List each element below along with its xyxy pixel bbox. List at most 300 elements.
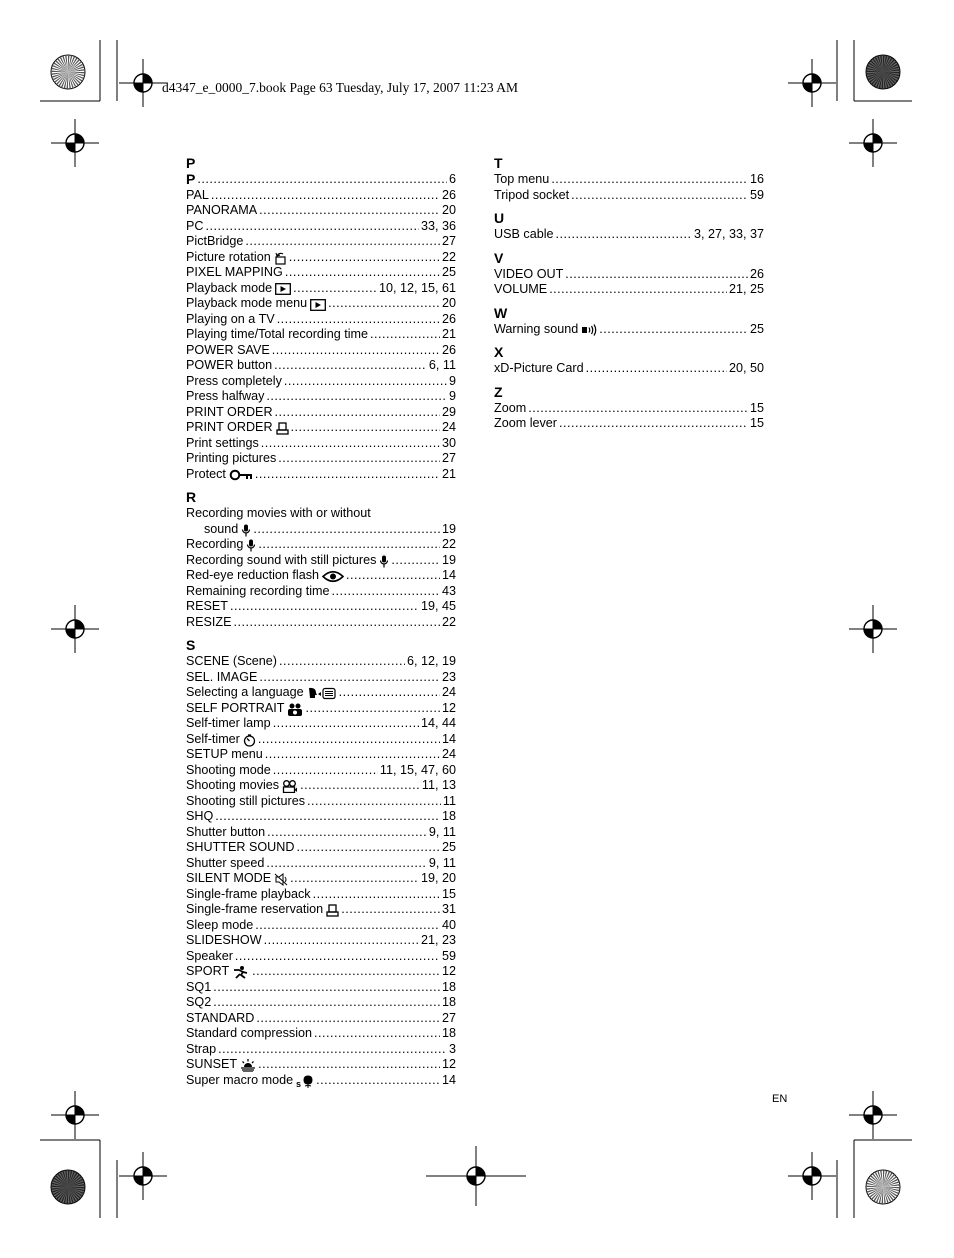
dot-leader <box>245 234 440 250</box>
registration-mark <box>849 1091 897 1139</box>
entry-term: SQ2 <box>186 995 212 1009</box>
entry-pages: 21 <box>441 327 456 341</box>
entry-pages: 23 <box>441 669 456 684</box>
dot-leader <box>258 732 440 748</box>
index-entry-shutter-sound <box>186 840 456 856</box>
dot-leader <box>273 716 419 732</box>
entry-pages: 14, 44 <box>420 716 456 730</box>
entry-pages: 18 <box>441 1026 456 1040</box>
dot-leader <box>253 522 440 538</box>
entry-pages: 11, 13 <box>421 778 456 792</box>
entry-term: PRINT ORDER <box>186 420 273 434</box>
entry-term: Protect <box>186 466 226 481</box>
dot-leader <box>267 825 427 841</box>
entry-term: SELF PORTRAIT <box>186 700 285 715</box>
section-letter-w: W <box>494 304 508 321</box>
section-letter-r: R <box>186 489 197 505</box>
index-column-left <box>186 155 456 1088</box>
entry-term: Shooting movies <box>186 778 280 792</box>
language-tab: EN <box>772 1093 788 1105</box>
registration-mark <box>788 1152 836 1200</box>
entry-term: SQ1 <box>186 979 212 994</box>
dot-leader <box>290 871 419 887</box>
index-entry-power-save <box>186 343 456 359</box>
entry-pages: 59 <box>749 187 764 202</box>
entry-pages: 25 <box>441 840 456 854</box>
entry-pages: 9, 11 <box>428 824 456 839</box>
dot-leader <box>339 685 440 701</box>
index-entry-shooting-still-pictures <box>186 794 456 810</box>
index-entry-recording-movies-with-or-without <box>186 506 456 522</box>
entry-pages: 15 <box>749 400 764 415</box>
entry-pages: 27 <box>441 451 456 465</box>
index-entry-warning-sound <box>494 322 764 338</box>
page-header: d4347_e_0000_7.book Page 63 Tuesday, July 17, 2007 11:23 AM <box>162 80 519 95</box>
entry-pages: 24 <box>441 685 456 699</box>
entry-term: Red-eye reduction flash <box>186 568 320 582</box>
dot-leader <box>275 405 440 421</box>
index-entry-sq2 <box>186 995 456 1011</box>
entry-term: Playback mode menu <box>186 296 308 310</box>
entry-term: SUNSET <box>186 1057 238 1071</box>
entry-term: SEL. IMAGE <box>186 669 258 684</box>
dot-leader <box>197 172 447 188</box>
entry-pages: 18 <box>441 995 456 1009</box>
entry-pages: 59 <box>441 948 456 963</box>
key-icon <box>229 468 253 482</box>
dot-leader <box>235 949 440 965</box>
index-entry-xd-picture-card <box>494 361 764 377</box>
entry-term: xD-Picture Card <box>494 361 584 375</box>
dot-leader <box>258 1057 440 1073</box>
dot-leader <box>296 840 440 856</box>
index-entry-playing-time-total-recording-time <box>186 327 456 343</box>
entry-term: SHUTTER SOUND <box>186 840 295 854</box>
entry-term: SHQ <box>186 809 214 823</box>
index-entry-setup-menu <box>186 747 456 763</box>
index-entry-top-menu <box>494 172 764 188</box>
entry-pages: 25 <box>749 321 764 336</box>
dot-leader <box>259 203 440 219</box>
dot-leader <box>556 227 692 243</box>
entry-pages: 6, 12, 19 <box>406 654 456 668</box>
entry-term: Self-timer <box>186 731 240 746</box>
entry-pages: 30 <box>441 435 456 450</box>
dot-leader <box>313 887 440 903</box>
entry-term: Sleep mode <box>186 917 254 932</box>
entry-pages: 9 <box>448 389 456 403</box>
index-entry-press-halfway <box>186 389 456 405</box>
entry-pages: 27 <box>441 1010 456 1025</box>
index-entry-print-order <box>186 405 456 421</box>
entry-pages: 24 <box>441 420 456 434</box>
index-entry-silent-mode <box>186 871 456 887</box>
index-entry-resize <box>186 615 456 631</box>
entry-pages: 20 <box>441 296 456 310</box>
entry-pages: 40 <box>441 917 456 932</box>
index-entry-self-timer <box>186 732 456 748</box>
entry-pages: 27 <box>441 234 456 248</box>
svg-text:s: s <box>296 1078 302 1088</box>
dot-leader <box>328 296 440 312</box>
entry-pages: 3 <box>448 1041 456 1056</box>
index-entry-printing-pictures <box>186 451 456 467</box>
registration-mark <box>119 59 167 107</box>
entry-term: Printing pictures <box>186 451 277 465</box>
dot-leader <box>551 172 748 188</box>
entry-pages: 12 <box>441 1057 456 1071</box>
entry-pages: 14 <box>441 731 456 746</box>
entry-term: PictBridge <box>186 234 244 248</box>
entry-pages: 12 <box>441 700 456 715</box>
index-entry-speaker <box>186 949 456 965</box>
entry-pages: 26 <box>441 342 456 357</box>
index-entry-zoom <box>494 401 764 417</box>
entry-term: Recording <box>186 537 244 551</box>
index-entry-super-macro-mode <box>186 1073 456 1089</box>
entry-term: Shutter button <box>186 824 266 839</box>
entry-term: Print settings <box>186 435 259 450</box>
entry-term: PIXEL MAPPING <box>186 265 283 279</box>
index-entry-sq1 <box>186 980 456 996</box>
mic-icon <box>246 539 256 553</box>
color-star-target <box>51 1170 85 1204</box>
dot-leader <box>256 1011 440 1027</box>
entry-pages: 16 <box>749 172 764 186</box>
section-letter-p: P <box>186 155 196 171</box>
entry-term: Warning sound <box>494 321 579 336</box>
dot-leader <box>289 250 440 266</box>
entry-pages: 19 <box>441 552 456 567</box>
registration-mark <box>51 1091 99 1139</box>
index-entry-picture-rotation <box>186 250 456 266</box>
entry-term: Tripod socket <box>494 187 570 202</box>
index-entry-playback-mode-menu <box>186 296 456 312</box>
entry-pages: 22 <box>441 614 456 629</box>
index-entry-protect <box>186 467 456 483</box>
sound-icon <box>581 323 597 337</box>
index-entry-standard <box>186 1011 456 1027</box>
entry-term: PRINT ORDER <box>186 404 273 419</box>
entry-pages: 24 <box>441 747 456 761</box>
entry-term: Playing time/Total recording time <box>186 327 368 341</box>
index-entry-usb-cable <box>494 227 764 243</box>
dot-leader <box>571 188 748 204</box>
dot-leader <box>316 1073 440 1089</box>
entry-pages: 6, 11 <box>428 358 456 372</box>
entry-pages: 3, 27, 33, 37 <box>693 227 764 241</box>
entry-term: RESET <box>186 599 228 613</box>
entry-pages: 43 <box>441 583 456 598</box>
entry-term: P <box>186 171 196 187</box>
entry-term: PAL <box>186 187 209 202</box>
index-entry-volume <box>494 282 764 298</box>
entry-pages: 11, 15, 47, 60 <box>379 762 456 777</box>
index-entry-zoom-lever <box>494 416 764 432</box>
eye-icon <box>322 570 344 584</box>
entry-term: Shooting mode <box>186 762 271 777</box>
dot-leader <box>230 599 419 615</box>
dot-leader <box>213 995 440 1011</box>
dot-leader <box>255 467 440 483</box>
entry-pages: 18 <box>441 809 456 823</box>
silent-icon <box>274 873 288 887</box>
entry-term: PANORAMA <box>186 203 258 217</box>
entry-pages: 19 <box>441 521 456 536</box>
entry-pages: 21, 25 <box>728 282 764 296</box>
dot-leader <box>278 451 440 467</box>
dot-leader <box>206 219 419 235</box>
entry-term: SPORT <box>186 964 230 978</box>
index-entry-power-button <box>186 358 456 374</box>
dot-leader <box>341 902 440 918</box>
index-entry-shutter-speed <box>186 856 456 872</box>
dot-leader <box>266 856 427 872</box>
dot-leader <box>213 980 440 996</box>
dot-leader <box>218 1042 447 1058</box>
index-entry-remaining-recording-time <box>186 584 456 600</box>
entry-term: sound <box>204 521 239 536</box>
entry-term: STANDARD <box>186 1010 255 1025</box>
index-entry-shooting-movies <box>186 778 456 794</box>
entry-term: POWER SAVE <box>186 342 270 357</box>
index-entry-self-timer-lamp <box>186 716 456 732</box>
index-entry-slideshow <box>186 933 456 949</box>
index-entry-playback-mode <box>186 281 456 297</box>
dot-leader <box>305 701 440 717</box>
color-star-target <box>866 55 900 89</box>
entry-term: Speaker <box>186 948 233 963</box>
dot-leader <box>264 933 419 949</box>
dot-leader <box>272 343 440 359</box>
index-entry-pixel-mapping <box>186 265 456 281</box>
index-entry-p <box>186 172 456 188</box>
index-entry-recording <box>186 537 456 553</box>
color-star-target <box>866 1170 900 1204</box>
dot-leader <box>293 281 377 297</box>
dot-leader <box>370 327 440 343</box>
dot-leader <box>274 358 427 374</box>
dot-leader <box>265 747 440 763</box>
section-letter-s: S <box>186 637 196 653</box>
sunset-icon <box>240 1059 256 1073</box>
index-entry-panorama <box>186 203 456 219</box>
registration-mark <box>51 605 99 653</box>
entry-pages: 21 <box>441 466 456 481</box>
entry-term: Recording sound with still pictures <box>186 552 377 567</box>
dot-leader <box>332 584 440 600</box>
dot-leader <box>307 794 441 810</box>
index-entry-recording-sound-with-still-pictures <box>186 553 456 569</box>
index-entry-tripod-socket <box>494 188 764 204</box>
entry-pages: 25 <box>441 265 456 279</box>
entry-term: Top menu <box>494 172 550 186</box>
entry-term: Recording movies with or without <box>186 506 371 520</box>
dot-leader <box>273 763 378 779</box>
entry-term: SLIDESHOW <box>186 933 262 947</box>
entry-pages: 22 <box>441 537 456 551</box>
section-letter-x: X <box>494 344 504 360</box>
index-entry-video-out <box>494 267 764 283</box>
index-entry-print-order <box>186 420 456 436</box>
entry-term: Playing on a TV <box>186 311 275 326</box>
entry-pages: 10, 12, 15, 61 <box>378 280 456 295</box>
dot-leader <box>266 389 447 405</box>
dot-leader <box>586 361 727 377</box>
dot-leader <box>258 537 440 553</box>
index-column-right <box>494 155 764 432</box>
dot-leader <box>528 401 748 417</box>
entry-term: Super macro mode <box>186 1072 294 1087</box>
print-icon <box>326 904 339 918</box>
entry-term: Single-frame playback <box>186 886 311 901</box>
dot-leader <box>285 265 440 281</box>
index-entry-standard-compression <box>186 1026 456 1042</box>
entry-pages: 19, 45 <box>420 599 456 613</box>
entry-pages: 15 <box>749 416 764 430</box>
dot-leader <box>346 568 440 584</box>
index-entry-shutter-button <box>186 825 456 841</box>
entry-term: Single-frame reservation <box>186 902 324 916</box>
entry-pages: 11 <box>442 793 456 808</box>
index-entry-pal <box>186 188 456 204</box>
entry-pages: 26 <box>441 311 456 326</box>
language-icon <box>307 687 337 701</box>
timer-icon <box>243 733 256 747</box>
entry-pages: 26 <box>749 266 764 281</box>
entry-pages: 22 <box>441 249 456 264</box>
index-entry-playing-on-a-tv <box>186 312 456 328</box>
mic-icon <box>379 554 389 568</box>
index-entry-sound <box>186 522 456 538</box>
index-entry-sport <box>186 964 456 980</box>
entry-term: Shutter speed <box>186 855 265 870</box>
index-entry-sleep-mode <box>186 918 456 934</box>
entry-pages: 20 <box>441 203 456 217</box>
macro-icon <box>296 1074 314 1088</box>
entry-pages: 9 <box>448 373 456 388</box>
color-star-target <box>51 55 85 89</box>
index-entry-sel-image <box>186 670 456 686</box>
index-entry-shooting-mode <box>186 763 456 779</box>
sport-icon <box>232 966 250 980</box>
entry-pages: 20, 50 <box>728 361 764 375</box>
entry-pages: 33, 36 <box>420 218 456 233</box>
entry-term: Selecting a language <box>186 685 304 699</box>
mic-icon <box>241 523 251 537</box>
dot-leader <box>279 654 405 670</box>
dot-leader <box>559 416 748 432</box>
index-entry-red-eye-reduction-flash <box>186 568 456 584</box>
entry-pages: 9, 11 <box>428 855 456 870</box>
dot-leader <box>300 778 420 794</box>
dot-leader <box>391 553 440 569</box>
entry-term: SILENT MODE <box>186 871 272 885</box>
registration-mark <box>51 119 99 167</box>
dot-leader <box>261 436 440 452</box>
index-entry-pictbridge <box>186 234 456 250</box>
dot-leader <box>277 312 440 328</box>
entry-pages: 15 <box>441 886 456 901</box>
entry-term: Zoom lever <box>494 416 557 430</box>
dot-leader <box>599 322 748 338</box>
index-entry-pc <box>186 219 456 235</box>
entry-pages: 31 <box>441 902 456 916</box>
dot-leader <box>211 188 440 204</box>
registration-mark <box>119 1152 167 1200</box>
entry-pages: 19, 20 <box>420 871 456 885</box>
print-icon <box>276 422 289 436</box>
index-entry-sunset <box>186 1057 456 1073</box>
dot-leader <box>255 918 440 934</box>
dot-leader <box>259 670 440 686</box>
entry-term: POWER button <box>186 358 273 372</box>
registration-mark <box>849 605 897 653</box>
entry-pages: 21, 23 <box>420 933 456 947</box>
index-entry-selecting-a-language <box>186 685 456 701</box>
entry-pages: 6 <box>448 172 456 186</box>
dot-leader <box>234 615 440 631</box>
dot-leader <box>284 374 447 390</box>
portrait-icon <box>287 702 303 716</box>
entry-pages: 14 <box>441 1072 456 1087</box>
entry-term: Picture rotation <box>186 249 271 264</box>
dot-leader <box>314 1026 440 1042</box>
dot-leader <box>252 964 440 980</box>
dot-leader <box>291 420 440 436</box>
entry-pages: 29 <box>441 404 456 419</box>
entry-term: Self-timer lamp <box>186 716 271 730</box>
entry-term: Strap <box>186 1041 217 1056</box>
dot-leader <box>215 809 440 825</box>
section-letter-t: T <box>494 155 503 171</box>
entry-term: Playback mode <box>186 280 273 295</box>
section-letter-v: V <box>494 249 504 266</box>
registration-mark <box>849 119 897 167</box>
playback-icon <box>275 282 291 296</box>
section-letter-z: Z <box>494 383 503 400</box>
entry-term: Remaining recording time <box>186 583 330 598</box>
entry-pages: 18 <box>441 979 456 994</box>
playback-icon <box>310 298 326 312</box>
dot-leader <box>549 282 727 298</box>
movie-icon <box>282 780 298 794</box>
index-entry-scene-scene <box>186 654 456 670</box>
index-entry-press-completely <box>186 374 456 390</box>
registration-mark <box>788 59 836 107</box>
entry-term: PC <box>186 218 204 233</box>
index-entry-self-portrait <box>186 701 456 717</box>
entry-term: RESIZE <box>186 614 232 629</box>
index-entry-reset <box>186 599 456 615</box>
index-entry-print-settings <box>186 436 456 452</box>
entry-term: VIDEO OUT <box>494 266 564 281</box>
entry-term: USB cable <box>494 227 554 241</box>
entry-term: VOLUME <box>494 282 548 296</box>
index-entry-shq <box>186 809 456 825</box>
entry-term: Press completely <box>186 373 282 388</box>
index-entry-single-frame-playback <box>186 887 456 903</box>
entry-pages: 12 <box>441 964 456 978</box>
entry-term: SETUP menu <box>186 747 263 761</box>
entry-term: Standard compression <box>186 1026 313 1040</box>
index-entry-single-frame-reservation <box>186 902 456 918</box>
rotate-icon <box>274 251 287 265</box>
entry-term: Press halfway <box>186 389 265 403</box>
section-letter-u: U <box>494 210 505 226</box>
entry-term: Zoom <box>494 400 527 415</box>
dot-leader <box>565 267 748 283</box>
